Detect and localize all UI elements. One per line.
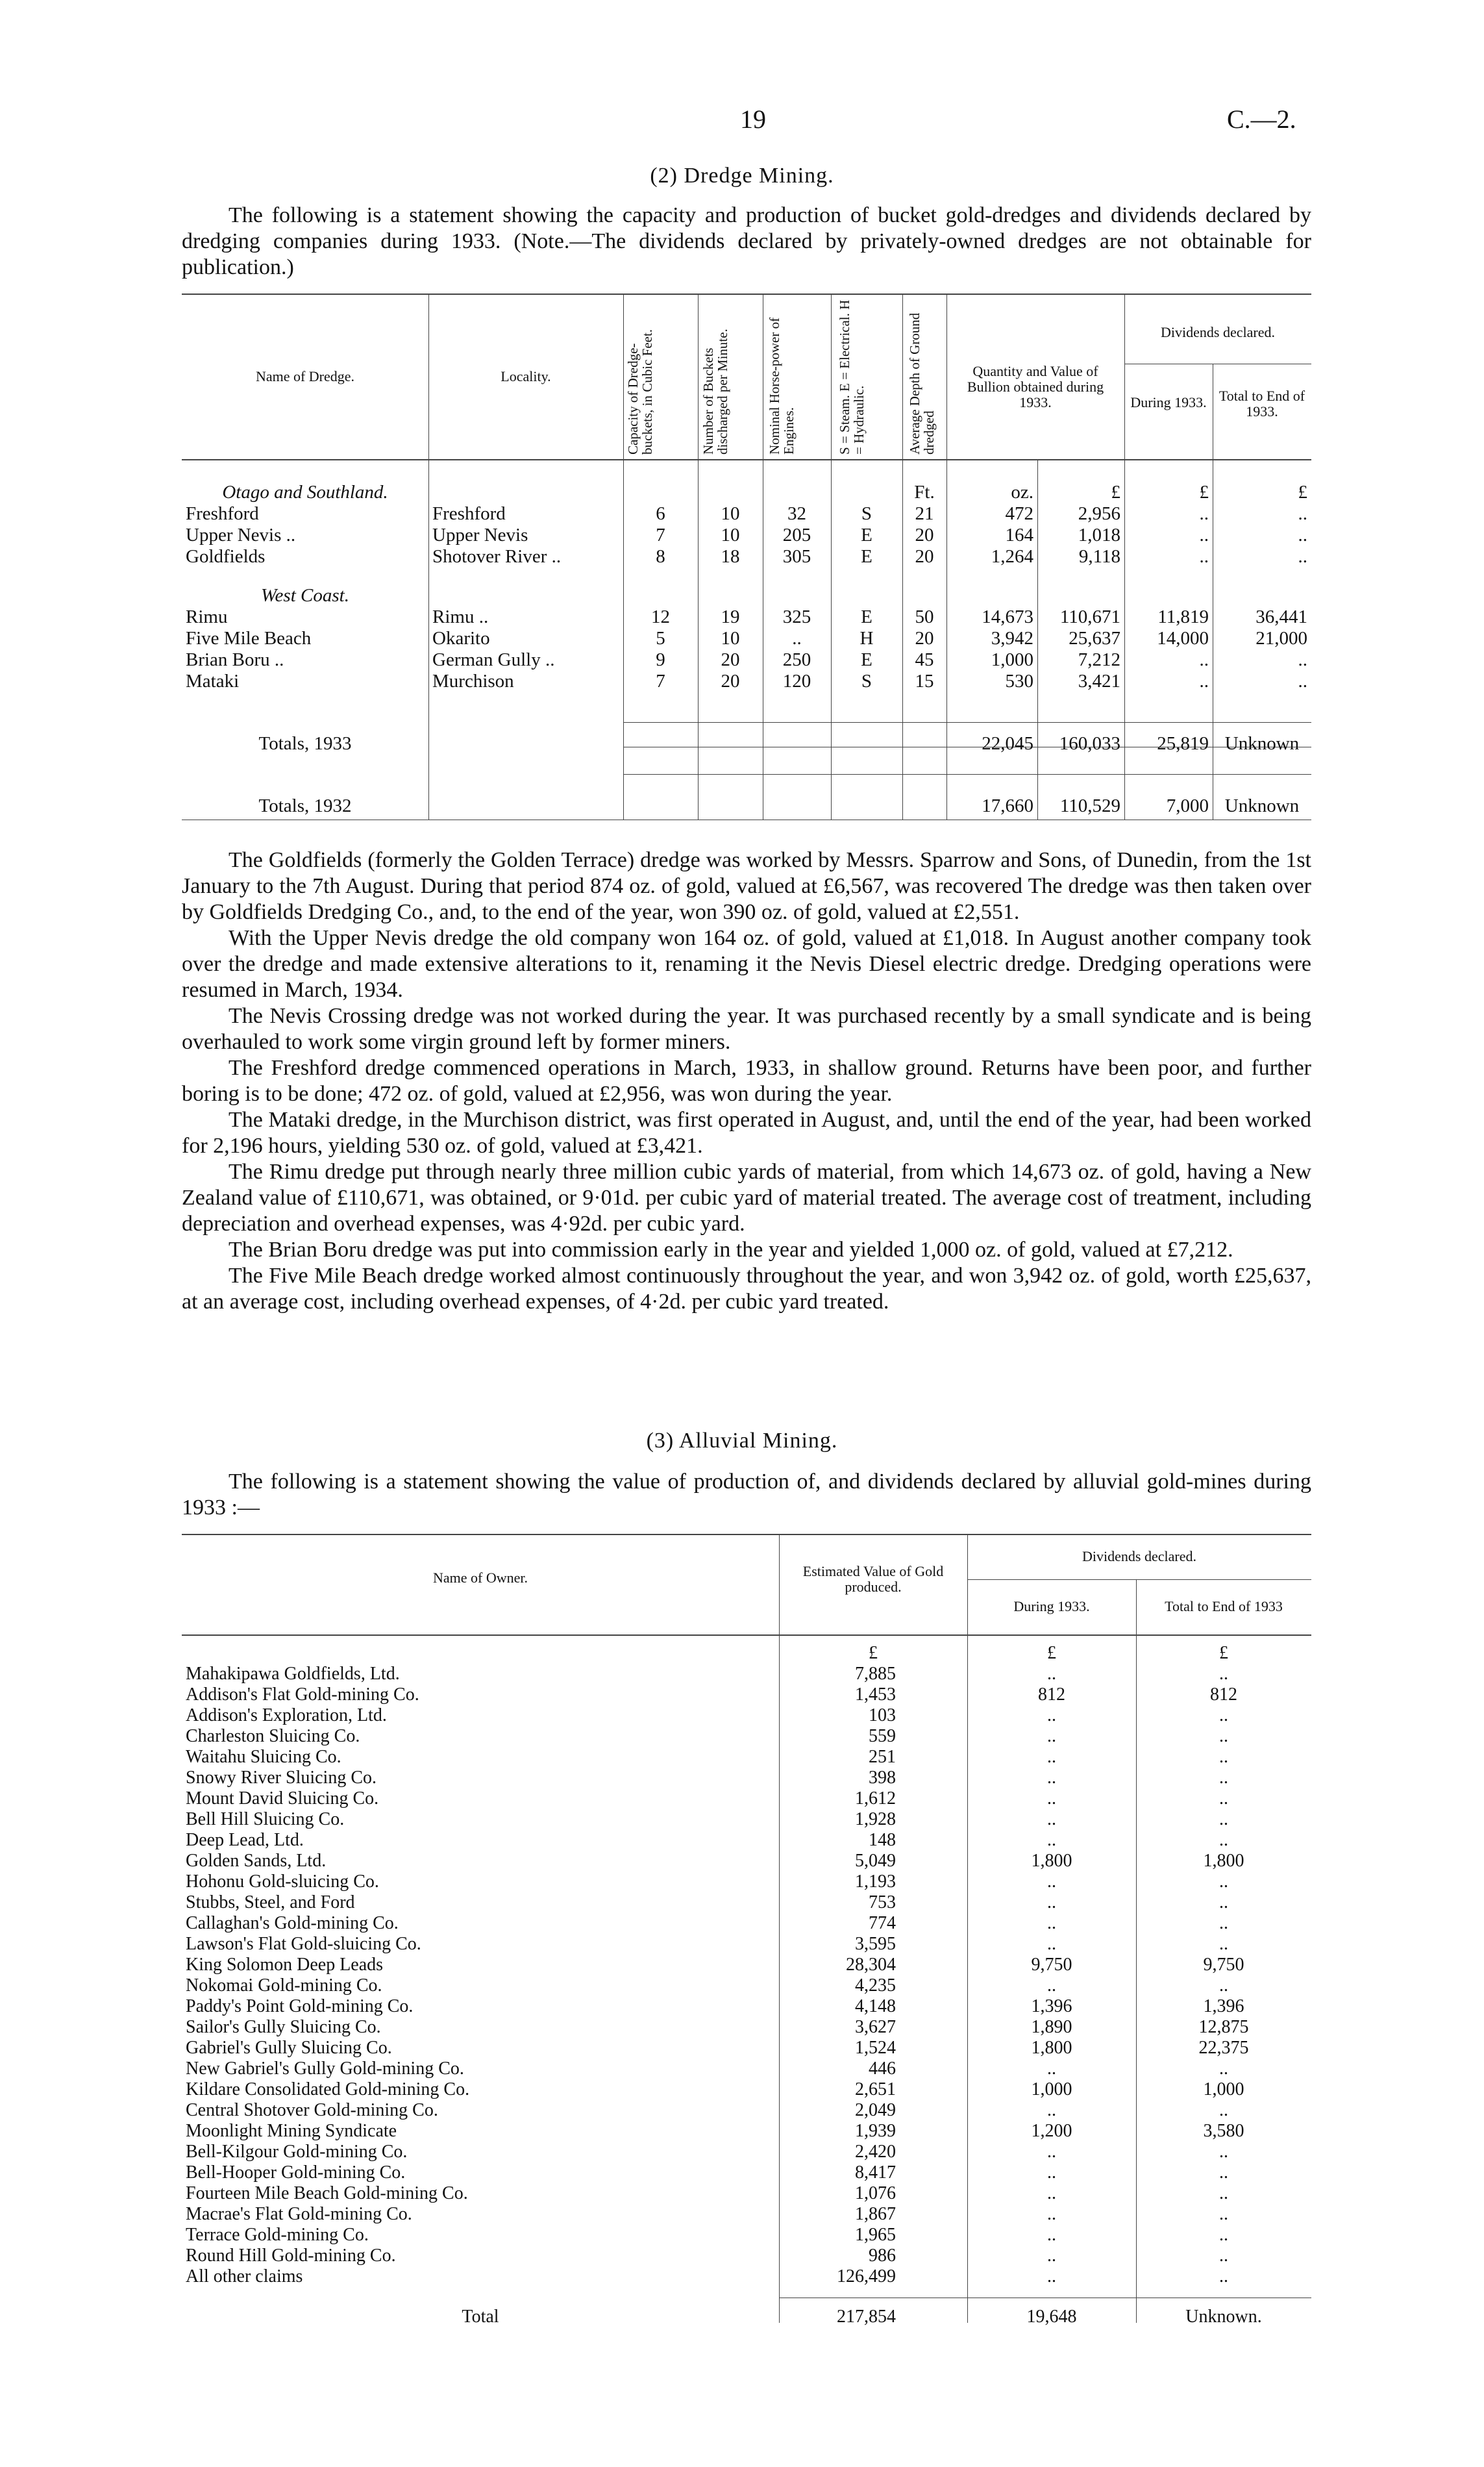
owner-row bbox=[182, 1975, 1311, 1996]
owner-row bbox=[182, 2225, 1311, 2246]
owner-div-total: .. bbox=[1219, 1830, 1228, 1850]
dredge-power: E bbox=[861, 525, 872, 545]
owner-div-during: .. bbox=[1047, 1747, 1056, 1767]
dredge-div-during: .. bbox=[1199, 525, 1209, 545]
owner-div-total: .. bbox=[1219, 2100, 1228, 2120]
owner-name: Gabriel's Gully Sluicing Co. bbox=[186, 2038, 392, 2058]
owner-div-during: .. bbox=[1047, 1726, 1056, 1746]
dredge-div-total: .. bbox=[1298, 649, 1307, 670]
dredge-name: Five Mile Beach bbox=[186, 628, 312, 649]
dredge-paragraph: The Freshford dredge commenced operations in March, 1933, in shallow ground. Returns have been poor, and further boring is to be done; 472 oz. of gold, valued at £2,956, was won during the year. bbox=[182, 1056, 1311, 1106]
owner-value: 559 bbox=[869, 1726, 896, 1746]
owner-value: 986 bbox=[869, 2246, 896, 2266]
dredge-hp: 120 bbox=[782, 671, 811, 692]
owner-row bbox=[182, 1705, 1311, 1726]
dredge-div-total: 21,000 bbox=[1255, 628, 1307, 649]
owner-row bbox=[182, 2079, 1311, 2100]
unit-label: £ bbox=[1199, 482, 1209, 503]
owner-value: 126,499 bbox=[837, 2266, 896, 2286]
owner-div-total: .. bbox=[1219, 2266, 1228, 2286]
owner-value: 8,417 bbox=[855, 2162, 896, 2183]
dredge-row bbox=[182, 649, 1311, 671]
dredge-depth: 20 bbox=[915, 546, 934, 567]
col-all-total: Total to End of 1933 bbox=[1165, 1598, 1283, 1614]
owner-name: Nokomai Gold-mining Co. bbox=[186, 1975, 382, 1996]
owner-div-during: .. bbox=[1047, 1872, 1056, 1892]
dredge-locality: Upper Nevis bbox=[432, 525, 528, 545]
owner-div-during: .. bbox=[1047, 1975, 1056, 1996]
owner-row bbox=[182, 1809, 1311, 1830]
owner-div-during: .. bbox=[1047, 2225, 1056, 2245]
dredge-oz: 3,942 bbox=[991, 628, 1033, 649]
owner-div-total: .. bbox=[1219, 1975, 1228, 1996]
dredge-paragraph: The Goldfields (formerly the Golden Terrace) dredge was worked by Messrs. Sparrow and Sons, of Dunedin, from the 1st January to the 7th August. During that period 874 oz. of gold, valued at £6,567, was recovered The dredge was then taken over by Goldfields Dredging Co., and, to the end of the year, won 390 oz. of gold, valued at £2,551. bbox=[182, 848, 1311, 924]
owner-div-total: .. bbox=[1219, 1872, 1228, 1892]
owner-row bbox=[182, 1726, 1311, 1747]
owner-div-total: .. bbox=[1219, 2162, 1228, 2183]
owner-row bbox=[182, 1892, 1311, 1913]
owner-value: 3,595 bbox=[855, 1934, 896, 1954]
owner-name: Addison's Exploration, Ltd. bbox=[186, 1705, 387, 1725]
owner-value: 4,148 bbox=[855, 1996, 896, 2016]
alluvial-total-label: Total bbox=[462, 2307, 499, 2327]
owner-div-during: .. bbox=[1047, 2100, 1056, 2120]
owner-div-during: .. bbox=[1047, 1788, 1056, 1809]
dredge-locality: German Gully .. bbox=[432, 649, 555, 670]
alluvial-total-row bbox=[182, 2287, 1311, 2327]
owner-name: Waitahu Sluicing Co. bbox=[186, 1747, 341, 1767]
dredge-paragraph: The Nevis Crossing dredge was not worked during the year. It was purchased recently by a small syndicate and is being overhauled to work some virgin ground left by former miners. bbox=[182, 1004, 1311, 1054]
dredge-capacity: 12 bbox=[651, 607, 670, 627]
owner-div-during: .. bbox=[1047, 2142, 1056, 2162]
owner-row bbox=[182, 1872, 1311, 1892]
col-div-total: Total to End of 1933. bbox=[1218, 388, 1305, 420]
dredge-div-total: .. bbox=[1298, 525, 1307, 545]
owner-value: 1,524 bbox=[855, 2038, 896, 2058]
owner-value: 1,965 bbox=[855, 2225, 896, 2245]
dredge-oz: 1,000 bbox=[991, 649, 1033, 670]
owner-name: Bell Hill Sluicing Co. bbox=[186, 1809, 345, 1829]
dredge-capacity: 6 bbox=[656, 503, 665, 524]
region-heading: Otago and Southland. bbox=[222, 482, 388, 503]
dredge-value: 7,212 bbox=[1078, 649, 1120, 670]
owner-div-during: .. bbox=[1047, 1913, 1056, 1933]
dredge-table bbox=[182, 482, 1311, 817]
total-value: 110,529 bbox=[1059, 795, 1120, 816]
unit-label: Ft. bbox=[914, 482, 935, 503]
owner-name: King Solomon Deep Leads bbox=[186, 1955, 384, 1975]
col-est-value: Estimated Value of Gold produced. bbox=[802, 1563, 944, 1595]
col-dividends: Dividends declared. bbox=[1161, 324, 1275, 340]
dredge-value: 9,118 bbox=[1078, 546, 1120, 567]
dredge-div-total: 36,441 bbox=[1255, 607, 1307, 627]
total-label: Totals, 1933 bbox=[258, 733, 352, 754]
owner-name: Moonlight Mining Syndicate bbox=[186, 2121, 397, 2141]
dredge-name: Mataki bbox=[186, 671, 240, 692]
owner-value: 28,304 bbox=[846, 1955, 896, 1975]
dredge-value: 110,671 bbox=[1059, 607, 1120, 627]
owner-div-total: .. bbox=[1219, 2246, 1228, 2266]
owner-div-during: .. bbox=[1047, 1934, 1056, 1954]
total-total: Unknown bbox=[1224, 795, 1300, 816]
page-code: C.—2. bbox=[1227, 105, 1296, 134]
owner-name: Deep Lead, Ltd. bbox=[186, 1830, 304, 1850]
owner-value: 1,939 bbox=[855, 2121, 896, 2141]
owner-div-total: .. bbox=[1219, 1768, 1228, 1788]
dredge-depth: 45 bbox=[915, 649, 934, 670]
dredge-oz: 1,264 bbox=[991, 546, 1033, 567]
owner-div-total: 22,375 bbox=[1198, 2038, 1249, 2058]
col-buckets: Number of Buckets discharged per Minute. bbox=[700, 329, 730, 455]
owner-row bbox=[182, 1851, 1311, 1872]
dredge-intro-text: The following is a statement showing the capacity and production of bucket gold-dredges and dividends declared by dredging companies during 1933. (Note.—The dividends declared by privately-owned dredges are not obtainable for publication.) bbox=[182, 203, 1311, 279]
dredge-total-row bbox=[182, 692, 1311, 755]
owner-div-total: .. bbox=[1219, 1726, 1228, 1746]
dredge-power: H bbox=[859, 628, 874, 649]
owner-div-total: .. bbox=[1219, 1892, 1228, 1912]
owner-div-during: .. bbox=[1047, 1768, 1056, 1788]
owner-div-total: .. bbox=[1219, 1664, 1228, 1684]
owner-div-during: 1,200 bbox=[1031, 2121, 1072, 2141]
dredge-oz: 14,673 bbox=[982, 607, 1033, 627]
dredge-value: 2,956 bbox=[1078, 503, 1120, 524]
owner-row bbox=[182, 1830, 1311, 1851]
unit-label: oz. bbox=[1011, 482, 1033, 503]
unit-label: £ bbox=[1219, 1643, 1228, 1663]
dredge-div-during: .. bbox=[1199, 546, 1209, 567]
dredge-div-total: .. bbox=[1298, 546, 1307, 567]
region-heading: West Coast. bbox=[261, 585, 349, 606]
dredge-buckets: 20 bbox=[721, 671, 740, 692]
dredge-oz: 530 bbox=[1005, 671, 1033, 692]
col-horsepower: Nominal Horse-power of Engines. bbox=[767, 317, 797, 455]
owner-div-total: .. bbox=[1219, 2204, 1228, 2224]
owner-row bbox=[182, 1913, 1311, 1934]
owner-value: 3,627 bbox=[855, 2017, 896, 2037]
owner-div-during: .. bbox=[1047, 1664, 1056, 1684]
alluvial-total-during: 19,648 bbox=[1026, 2307, 1077, 2327]
col-depth: Average Depth of Ground dredged bbox=[907, 312, 937, 455]
dredge-paragraph: The Rimu dredge put through nearly three million cubic yards of material, from which 14,673 oz. of gold, having a New Zealand value of £110,671, was obtained, or 9·01d. per cubic yard of material treated. The average cost of treatment, including depreciation and overhead expenses, was 4·92d. per cubic yard. bbox=[182, 1160, 1311, 1236]
owner-value: 2,420 bbox=[855, 2142, 896, 2162]
owner-value: 398 bbox=[869, 1768, 896, 1788]
owner-div-total: 3,580 bbox=[1203, 2121, 1244, 2141]
dredge-row bbox=[182, 525, 1311, 546]
owner-name: Central Shotover Gold-mining Co. bbox=[186, 2100, 438, 2120]
owner-row bbox=[182, 1996, 1311, 2017]
owner-row bbox=[182, 2100, 1311, 2121]
owner-div-during: 1,800 bbox=[1031, 1851, 1072, 1871]
dredge-depth: 20 bbox=[915, 628, 934, 649]
owner-name: Charleston Sluicing Co. bbox=[186, 1726, 360, 1746]
owner-value: 251 bbox=[869, 1747, 896, 1767]
alluvial-intro-text: The following is a statement showing the value of production of, and dividends declared by alluvial gold-mines during 1933 :— bbox=[182, 1470, 1311, 1520]
dredge-capacity: 5 bbox=[656, 628, 665, 649]
owner-div-total: .. bbox=[1219, 1934, 1228, 1954]
owner-name: Callaghan's Gold-mining Co. bbox=[186, 1913, 399, 1933]
owner-div-total: .. bbox=[1219, 2183, 1228, 2203]
owner-div-total: .. bbox=[1219, 2225, 1228, 2245]
owner-div-during: .. bbox=[1047, 1705, 1056, 1725]
dredge-hp: 205 bbox=[782, 525, 811, 545]
unit-row bbox=[182, 1642, 1311, 1664]
dredge-intro bbox=[182, 203, 1311, 281]
dredge-buckets: 18 bbox=[721, 546, 740, 567]
owner-row bbox=[182, 2059, 1311, 2079]
alluvial-section-title: (3) Alluvial Mining. bbox=[646, 1429, 838, 1453]
owner-name: Bell-Kilgour Gold-mining Co. bbox=[186, 2142, 408, 2162]
owner-div-total: 1,800 bbox=[1203, 1851, 1244, 1871]
owner-row bbox=[182, 2142, 1311, 2162]
owner-div-during: 1,396 bbox=[1031, 1996, 1072, 2016]
dredge-div-during: .. bbox=[1199, 671, 1209, 692]
owner-row bbox=[182, 2017, 1311, 2038]
dredge-row bbox=[182, 671, 1311, 692]
dredge-locality: Murchison bbox=[432, 671, 514, 692]
owner-value: 2,651 bbox=[855, 2079, 896, 2099]
dredge-oz: 164 bbox=[1005, 525, 1033, 545]
col-quantity-value: Quantity and Value of Bullion obtained during 1933. bbox=[967, 363, 1104, 410]
owner-div-total: .. bbox=[1219, 1788, 1228, 1809]
total-total: Unknown bbox=[1224, 733, 1300, 754]
unit-label: £ bbox=[1111, 482, 1120, 503]
owner-div-total: 1,000 bbox=[1203, 2079, 1244, 2099]
owner-div-total: .. bbox=[1219, 1809, 1228, 1829]
owner-div-during: .. bbox=[1047, 2266, 1056, 2286]
total-during: 25,819 bbox=[1157, 733, 1209, 754]
owner-value: 148 bbox=[869, 1830, 896, 1850]
dredge-div-during: .. bbox=[1199, 503, 1209, 524]
owner-div-during: .. bbox=[1047, 1809, 1056, 1829]
dredge-power: E bbox=[861, 607, 872, 627]
dredge-depth: 50 bbox=[915, 607, 934, 627]
unit-label: £ bbox=[869, 1643, 878, 1663]
page-number: 19 bbox=[740, 105, 766, 134]
owner-value: 1,612 bbox=[855, 1788, 896, 1809]
dredge-div-during: 14,000 bbox=[1157, 628, 1209, 649]
owner-row bbox=[182, 2183, 1311, 2204]
owner-name: Bell-Hooper Gold-mining Co. bbox=[186, 2162, 406, 2183]
dredge-hp: .. bbox=[792, 628, 802, 649]
dredge-paragraph: The Mataki dredge, in the Murchison district, was first operated in August, and, until the end of the year, had been worked for 2,196 hours, yielding 530 oz. of gold, valued at £3,421. bbox=[182, 1108, 1311, 1158]
dredge-name: Rimu bbox=[186, 607, 228, 627]
owner-div-total: .. bbox=[1219, 1747, 1228, 1767]
owner-value: 7,885 bbox=[855, 1664, 896, 1684]
dredge-locality: Shotover River .. bbox=[432, 546, 562, 567]
dredge-buckets: 10 bbox=[721, 503, 740, 524]
col-owner: Name of Owner. bbox=[432, 1570, 528, 1586]
col-power-type: S = Steam. E = Electrical. H = Hydraulic. bbox=[837, 299, 867, 455]
owner-div-during: .. bbox=[1047, 2059, 1056, 2079]
owner-div-during: 1,800 bbox=[1031, 2038, 1072, 2058]
dredge-locality: Freshford bbox=[432, 503, 506, 524]
dredge-paragraph: With the Upper Nevis dredge the old company won 164 oz. of gold, valued at £1,018. In August another company took over the dredge and made extensive alterations to it, renaming it the Nevis Diesel electric dredge. Dredging operations were resumed in March, 1934. bbox=[182, 926, 1311, 1002]
col-capacity: Capacity of Dredge-buckets, in Cubic Feet. bbox=[625, 329, 655, 455]
owner-row bbox=[182, 1788, 1311, 1809]
col-locality: Locality. bbox=[501, 368, 551, 384]
owner-row bbox=[182, 2121, 1311, 2142]
dredge-capacity: 7 bbox=[656, 525, 665, 545]
dredge-power: S bbox=[861, 503, 872, 524]
owner-name: All other claims bbox=[186, 2266, 303, 2286]
col-div-during: During 1933. bbox=[1130, 394, 1207, 410]
dredge-oz: 472 bbox=[1005, 503, 1033, 524]
dredge-buckets: 20 bbox=[721, 649, 740, 670]
dredge-paragraph: The Brian Boru dredge was put into commission early in the year and yielded 1,000 oz. of gold, valued at £7,212. bbox=[229, 1238, 1233, 1262]
dredge-total-row bbox=[182, 755, 1311, 817]
owner-name: Addison's Flat Gold-mining Co. bbox=[186, 1684, 419, 1705]
dredge-row bbox=[182, 503, 1311, 525]
owner-div-during: 9,750 bbox=[1031, 1955, 1072, 1975]
owner-div-during: .. bbox=[1047, 2204, 1056, 2224]
dredge-div-total: .. bbox=[1298, 671, 1307, 692]
owner-row bbox=[182, 1664, 1311, 1684]
owner-div-during: .. bbox=[1047, 2246, 1056, 2266]
owner-row bbox=[182, 2162, 1311, 2183]
owner-div-total: 1,396 bbox=[1203, 1996, 1244, 2016]
owner-value: 1,867 bbox=[855, 2204, 896, 2224]
dredge-buckets: 19 bbox=[721, 607, 740, 627]
unit-label: £ bbox=[1298, 482, 1307, 503]
dredge-buckets: 10 bbox=[721, 628, 740, 649]
dredge-div-during: 11,819 bbox=[1157, 607, 1209, 627]
unit-label: £ bbox=[1047, 1643, 1056, 1663]
dredge-div-total: .. bbox=[1298, 503, 1307, 524]
dredge-locality: Rimu .. bbox=[432, 607, 489, 627]
col-all-dividends: Dividends declared. bbox=[1082, 1548, 1196, 1564]
dredge-section-title: (2) Dredge Mining. bbox=[650, 164, 834, 188]
owner-row bbox=[182, 1747, 1311, 1768]
owner-name: Paddy's Point Gold-mining Co. bbox=[186, 1996, 414, 2016]
owner-name: Kildare Consolidated Gold-mining Co. bbox=[186, 2079, 470, 2099]
alluvial-total-total: Unknown. bbox=[1185, 2307, 1262, 2327]
dredge-capacity: 8 bbox=[656, 546, 665, 567]
owner-name: New Gabriel's Gully Gold-mining Co. bbox=[186, 2059, 464, 2079]
alluvial-intro bbox=[182, 1469, 1311, 1521]
owner-value: 774 bbox=[869, 1913, 896, 1933]
owner-div-during: 812 bbox=[1038, 1684, 1065, 1705]
owner-value: 1,076 bbox=[855, 2183, 896, 2203]
dredge-depth: 20 bbox=[915, 525, 934, 545]
owner-value: 103 bbox=[869, 1705, 896, 1725]
col-all-during: During 1933. bbox=[1013, 1598, 1090, 1614]
alluvial-total-value: 217,854 bbox=[837, 2307, 896, 2327]
owner-div-total: 812 bbox=[1210, 1684, 1237, 1705]
dredge-row bbox=[182, 546, 1311, 568]
dredge-name: Freshford bbox=[186, 503, 259, 524]
owner-div-total: .. bbox=[1219, 2142, 1228, 2162]
dredge-value: 3,421 bbox=[1078, 671, 1120, 692]
dredge-name: Upper Nevis .. bbox=[186, 525, 296, 545]
owner-value: 1,453 bbox=[855, 1684, 896, 1705]
owner-value: 1,928 bbox=[855, 1809, 896, 1829]
owner-div-total: .. bbox=[1219, 1705, 1228, 1725]
owner-div-during: .. bbox=[1047, 2183, 1056, 2203]
dredge-hp: 32 bbox=[787, 503, 806, 524]
dredge-row bbox=[182, 628, 1311, 649]
col-name-of-dredge: Name of Dredge. bbox=[255, 368, 355, 384]
owner-row bbox=[182, 1934, 1311, 1955]
total-oz: 22,045 bbox=[982, 733, 1033, 754]
owner-row bbox=[182, 2246, 1311, 2266]
owner-name: Fourteen Mile Beach Gold-mining Co. bbox=[186, 2183, 468, 2203]
dredge-name: Goldfields bbox=[186, 546, 266, 567]
owner-name: Terrace Gold-mining Co. bbox=[186, 2225, 369, 2245]
total-label: Totals, 1932 bbox=[258, 795, 352, 816]
dredge-capacity: 9 bbox=[656, 649, 665, 670]
owner-div-during: 1,890 bbox=[1031, 2017, 1072, 2037]
owner-name: Hohonu Gold-sluicing Co. bbox=[186, 1872, 379, 1892]
owner-value: 5,049 bbox=[855, 1851, 896, 1871]
owner-name: Mount David Sluicing Co. bbox=[186, 1788, 379, 1809]
dredge-row bbox=[182, 607, 1311, 628]
dredge-div-during: .. bbox=[1199, 649, 1209, 670]
dredge-locality: Okarito bbox=[432, 628, 490, 649]
owner-div-during: .. bbox=[1047, 2162, 1056, 2183]
owner-name: Stubbs, Steel, and Ford bbox=[186, 1892, 355, 1912]
owner-div-during: 1,000 bbox=[1031, 2079, 1072, 2099]
owner-row bbox=[182, 2266, 1311, 2287]
region-row bbox=[182, 482, 1311, 503]
dredge-name: Brian Boru .. bbox=[186, 649, 284, 670]
dredge-buckets: 10 bbox=[721, 525, 740, 545]
total-during: 7,000 bbox=[1166, 795, 1209, 816]
owner-value: 2,049 bbox=[855, 2100, 896, 2120]
dredge-commentary bbox=[182, 847, 1311, 1315]
owner-row bbox=[182, 2204, 1311, 2225]
owner-div-total: .. bbox=[1219, 1913, 1228, 1933]
owner-div-total: 9,750 bbox=[1203, 1955, 1244, 1975]
owner-name: Snowy River Sluicing Co. bbox=[186, 1768, 377, 1788]
dredge-depth: 15 bbox=[915, 671, 934, 692]
owner-name: Round Hill Gold-mining Co. bbox=[186, 2246, 396, 2266]
owner-name: Lawson's Flat Gold-sluicing Co. bbox=[186, 1934, 421, 1954]
owner-row bbox=[182, 2038, 1311, 2059]
owner-div-during: .. bbox=[1047, 1830, 1056, 1850]
owner-name: Sailor's Gully Sluicing Co. bbox=[186, 2017, 381, 2037]
dredge-capacity: 7 bbox=[656, 671, 665, 692]
owner-row bbox=[182, 1768, 1311, 1788]
owner-value: 1,193 bbox=[855, 1872, 896, 1892]
owner-name: Macrae's Flat Gold-mining Co. bbox=[186, 2204, 412, 2224]
dredge-value: 25,637 bbox=[1069, 628, 1120, 649]
owner-value: 753 bbox=[869, 1892, 896, 1912]
owner-value: 4,235 bbox=[855, 1975, 896, 1996]
owner-div-during: .. bbox=[1047, 1892, 1056, 1912]
owner-value: 446 bbox=[869, 2059, 896, 2079]
owner-row bbox=[182, 1955, 1311, 1975]
dredge-hp: 250 bbox=[782, 649, 811, 670]
dredge-power: E bbox=[861, 649, 872, 670]
owner-div-total: .. bbox=[1219, 2059, 1228, 2079]
dredge-depth: 21 bbox=[915, 503, 934, 524]
dredge-power: S bbox=[861, 671, 872, 692]
owner-row bbox=[182, 1684, 1311, 1705]
total-oz: 17,660 bbox=[982, 795, 1033, 816]
dredge-power: E bbox=[861, 546, 872, 567]
dredge-hp: 305 bbox=[782, 546, 811, 567]
region-row bbox=[182, 568, 1311, 607]
owner-name: Mahakipawa Goldfields, Ltd. bbox=[186, 1664, 400, 1684]
dredge-hp: 325 bbox=[782, 607, 811, 627]
owner-name: Golden Sands, Ltd. bbox=[186, 1851, 327, 1871]
dredge-value: 1,018 bbox=[1078, 525, 1120, 545]
owner-div-total: 12,875 bbox=[1198, 2017, 1249, 2037]
alluvial-table bbox=[182, 1642, 1311, 2327]
total-value: 160,033 bbox=[1059, 733, 1120, 754]
dredge-paragraph: The Five Mile Beach dredge worked almost continuously throughout the year, and won 3,942 oz. of gold, worth £25,637, at an average cost, including overhead expenses, of 4·2d. per cubic yard treated. bbox=[182, 1264, 1311, 1314]
